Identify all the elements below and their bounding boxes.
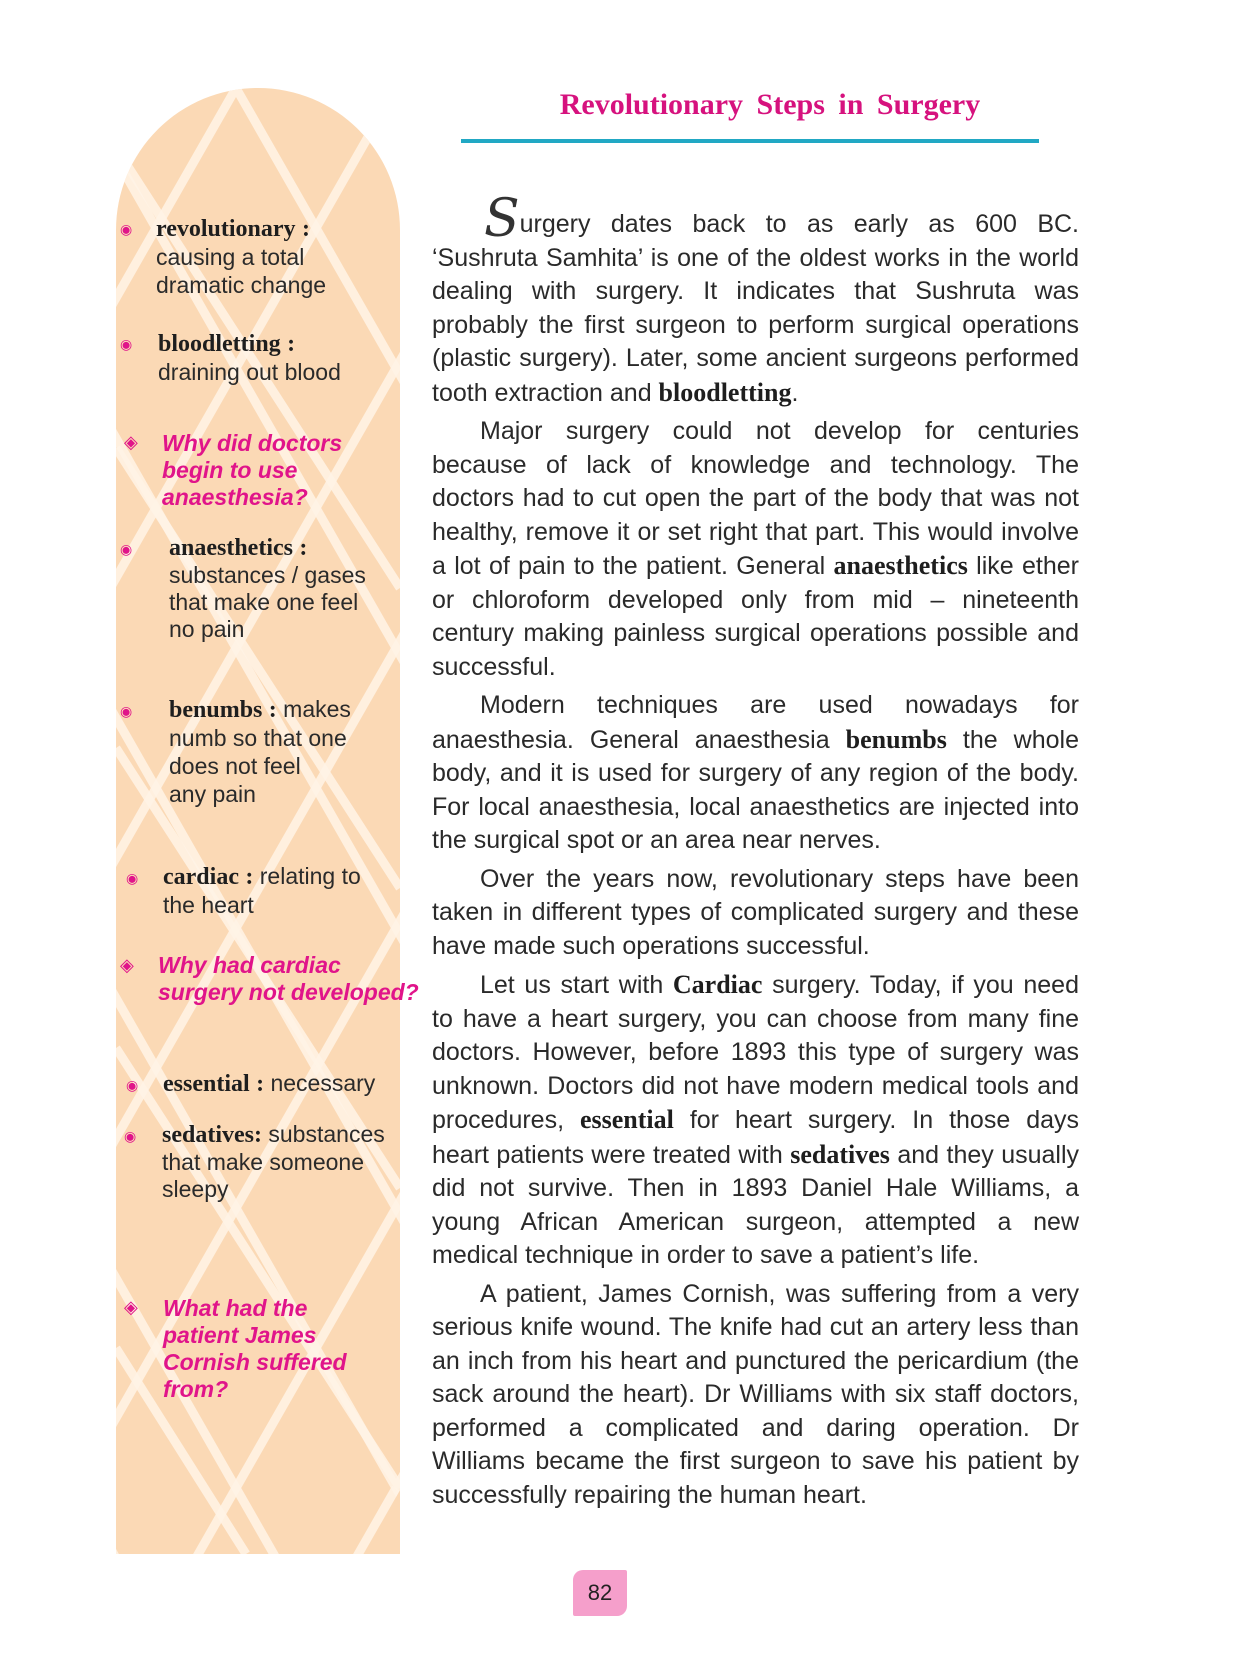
text: and they usually did not survive. Then in 1893 Daniel Hale Williams, a young African American surgeon, attempted a new medical technique in order to save a patient’s life. bbox=[432, 1140, 1080, 1269]
glossary-def: dramatic change bbox=[156, 272, 327, 298]
glossary-def: relating to bbox=[259, 863, 361, 889]
glossary-benumbs: benumbs : makes numb so that one does not feel any pain bbox=[169, 696, 351, 807]
text: Over the years now, revolutionary steps have been taken in different types of complicated surgery and these have made such operations successful. bbox=[432, 864, 1079, 960]
glossary-cardiac: cardiac : relating to the heart bbox=[163, 863, 361, 918]
glossary-def: does not feel bbox=[169, 753, 301, 779]
glossary-term: benumbs bbox=[169, 697, 263, 723]
text: Major surgery could not develop for centuries because of lack of knowledge and technology. The doctors had to cut open the part of the body that was not healthy, remove it or set right that part. This would involve a lot of pain to the patient. General bbox=[432, 417, 1079, 580]
text: urgery dates back to as early as 600 BC. ‘Sushruta Samhita’ is one of the oldest works in the world dealing with surgery. It indicates that Sushruta was probably the first surgeon to perform surgical operations (plastic surgery). Later, some ancient surgeons performed tooth extraction and bbox=[432, 210, 1079, 407]
glossary-essential: essential : necessary bbox=[163, 1070, 376, 1097]
glossary-def: numb so that one bbox=[169, 725, 347, 751]
text: for heart surgery. In those days heart patients were treated with bbox=[432, 1106, 1080, 1169]
bold-term: essential bbox=[579, 1105, 674, 1134]
glossary-anaesthetics: anaesthetics : substances / gases that make one feel no pain bbox=[169, 535, 366, 642]
glossary-bullet-icon: ◉ bbox=[120, 541, 133, 557]
glossary-bloodletting: bloodletting : draining out blood bbox=[158, 331, 341, 385]
text: A patient, James Cornish, was suffering from a very serious knife wound. The knife had cut an artery less than an inch from his heart and punctured the pericardium (the sack around the heart). Dr Williams with six staff doctors, performed a complicated and daring operation. Dr Williams became the first surgeon to save his patient by successfully repairing the human heart. bbox=[432, 1279, 1079, 1509]
text: the whole body, and it is used for surgery of any region of the body. For local anaesthesia, local anaesthetics are injected into the surgical spot or an area near nerves. bbox=[432, 725, 1079, 854]
question-line: Why had cardiac bbox=[158, 952, 341, 978]
glossary-bullet-icon: ◉ bbox=[126, 870, 139, 886]
glossary-bullet-icon: ◉ bbox=[120, 336, 133, 352]
glossary-def: substances bbox=[268, 1121, 385, 1147]
text: like ether or chloroform developed only from mid – nineteenth century making painless surgical operations possible and successful. bbox=[432, 552, 1079, 681]
sidebar-question-cardiac bbox=[158, 952, 419, 1006]
glossary-def: that make someone bbox=[162, 1149, 365, 1175]
bold-term: sedatives bbox=[790, 1139, 890, 1169]
question-line: Why did doctors bbox=[162, 430, 343, 456]
glossary-term: essential bbox=[163, 1071, 250, 1097]
glossary-term: revolutionary bbox=[156, 216, 296, 242]
page-number: 82 bbox=[573, 1570, 627, 1616]
glossary-def: makes bbox=[283, 696, 351, 722]
question-diamond-icon: ◈ bbox=[124, 432, 138, 452]
drop-cap: S bbox=[484, 189, 520, 249]
sidebar-question-anaesthesia bbox=[162, 430, 342, 511]
text: surgery. Today, if you need to have a heart surgery, you can choose from many fine doctors. However, before 1893 this type of surgery was unknown. Doctors did not have modern medical tools and procedures, bbox=[432, 971, 1079, 1134]
title-underline bbox=[461, 139, 1039, 143]
glossary-def: any pain bbox=[169, 781, 256, 807]
glossary-sedatives: sedatives: substances that make someone sleepy bbox=[162, 1121, 385, 1202]
bold-term: benumbs bbox=[845, 724, 947, 754]
question-line: What had the bbox=[163, 1295, 308, 1321]
paragraph bbox=[432, 689, 1079, 858]
page-title: Revolutionary Steps in Surgery bbox=[559, 88, 981, 121]
text: . bbox=[791, 378, 799, 407]
glossary-def: no pain bbox=[169, 616, 245, 642]
question-line: begin to use bbox=[162, 457, 298, 483]
glossary-def: that make one feel bbox=[169, 589, 359, 615]
glossary-def: sleepy bbox=[162, 1176, 229, 1202]
glossary-bullet-icon: ◉ bbox=[120, 221, 133, 237]
glossary-def: causing a total bbox=[156, 244, 305, 270]
question-line: patient James bbox=[163, 1322, 317, 1348]
glossary-term: bloodletting bbox=[158, 331, 281, 357]
main-text bbox=[432, 189, 1080, 1517]
bold-term: Cardiac bbox=[672, 970, 763, 999]
bold-term: bloodletting bbox=[658, 377, 792, 407]
text: Let us start with bbox=[480, 971, 673, 999]
glossary-revolutionary: revolutionary : causing a total dramatic change bbox=[156, 216, 327, 298]
question-line: surgery not developed? bbox=[158, 979, 419, 1005]
glossary-term: cardiac bbox=[163, 864, 239, 890]
glossary-def: necessary bbox=[270, 1070, 376, 1096]
paragraph bbox=[432, 189, 1079, 410]
glossary-bullet-icon: ◉ bbox=[124, 1128, 137, 1144]
sidebar-question-cornish bbox=[163, 1295, 347, 1403]
text: Modern techniques are used nowadays for anaesthesia. General anaesthesia bbox=[432, 691, 1079, 754]
question-diamond-icon: ◈ bbox=[120, 955, 134, 975]
glossary-bullet-icon: ◉ bbox=[120, 703, 133, 719]
paragraph bbox=[432, 968, 1079, 1273]
question-line: anaesthesia? bbox=[162, 484, 308, 510]
question-diamond-icon: ◈ bbox=[124, 1297, 138, 1317]
glossary-def: draining out blood bbox=[158, 359, 341, 385]
glossary-def: the heart bbox=[163, 892, 254, 918]
question-line: Cornish suffered bbox=[163, 1349, 347, 1375]
paragraph bbox=[432, 415, 1079, 684]
paragraph bbox=[432, 1278, 1079, 1513]
glossary-def: substances / gases bbox=[169, 562, 366, 588]
paragraph bbox=[432, 863, 1079, 964]
question-line: from? bbox=[163, 1376, 229, 1402]
glossary-term: sedatives bbox=[162, 1122, 254, 1148]
glossary-bullet-icon: ◉ bbox=[126, 1077, 139, 1093]
glossary-term: anaesthetics bbox=[169, 535, 293, 561]
bold-term: anaesthetics bbox=[833, 551, 968, 580]
